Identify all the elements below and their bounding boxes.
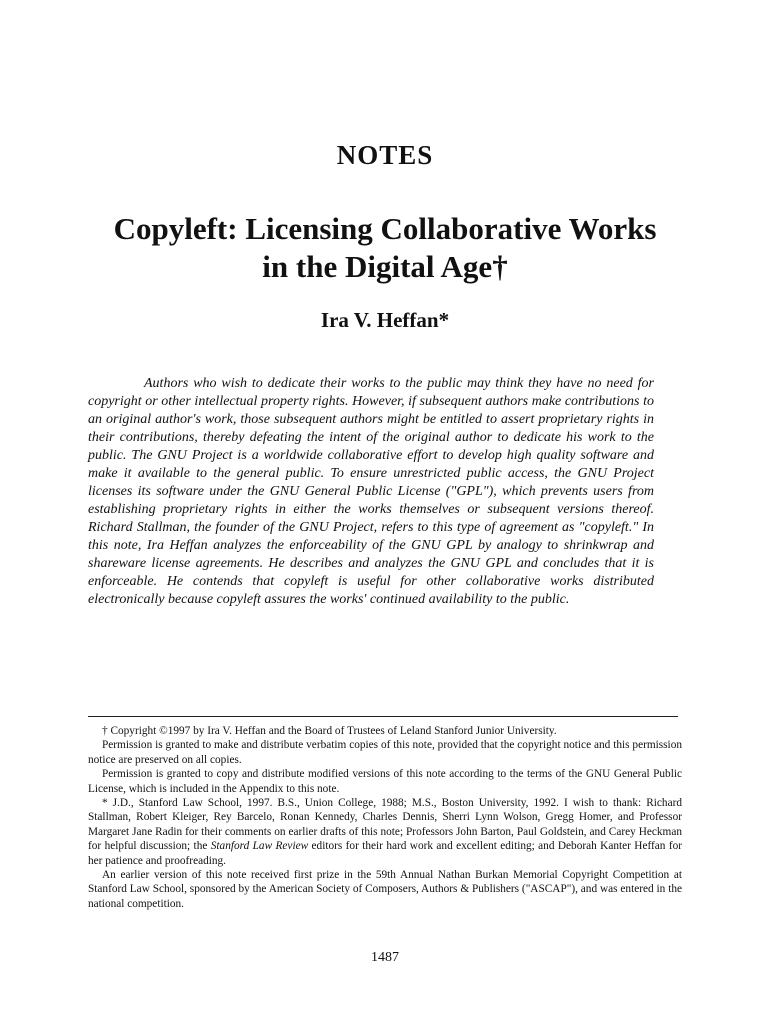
footnote-author-note (88, 796, 682, 868)
author-note-text-1: * J.D., Stanford Law School, 1997. B.S., Union College, 1988; M.S., Boston University, 1992. I wish to thank: Richard Stallman, Robert Kleiger, Rey Barcelo, Ronan Kennedy, Charles Dennis, Sherri Lynn Wolson, Gregg Homer, and Professor Margaret Jane Radin for their comments on earlier drafts of this note; Professors John Barton, Paul Goldstein, and Carey Heckman for helpful discussion; the (88, 797, 682, 853)
footnote-copyright: † Copyright ©1997 by Ira V. Heffan and the Board of Trustees of Leland Stanford Junior University. (102, 725, 557, 737)
author-note-text-2: editors for their hard work and excellent editing; and Deborah Kanter Heffan for her patience and proofreading. (88, 840, 683, 867)
journal-name: Stanford Law Review (210, 840, 309, 853)
article-title (60, 210, 710, 286)
footnote-divider (88, 716, 678, 717)
author-name: Ira V. Heffan* (320, 308, 450, 332)
footnote-prize-note: An earlier version of this note received first prize in the 59th Annual Nathan Burkan Memorial Copyright Competition at Stanford Law School, sponsored by the American Society of Composers, Authors & Publishers ("ASCAP"), and was entered in the national competition. (88, 869, 682, 910)
page-number: 1487 (371, 950, 399, 965)
footnotes (88, 724, 682, 911)
abstract: Authors who wish to dedicate their works to the public may think they have no need for copyright or other intellectual property rights. However, if subsequent authors make contributions to an original author's work, those subsequent authors might be entitled to assert proprietary rights in their contributions, thereby defeating the intent of the original author to dedicate his work to the public. The GNU Project is a worldwide collaborative effort to develop high quality software and make it available to the general public. To ensure unrestricted public access, the GNU Project licenses its software under the GNU General Public License ("GPL"), which prevents users from establishing proprietary rights in either the works themselves or subsequent versions thereof. Richard Stallman, the founder of the GNU Project, refers to this type of agreement as "copyleft." In this note, Ira Heffan analyzes the enforceability of the GNU GPL by analogy to shrinkwrap and shareware license agreements. He describes and analyzes the GNU GPL and concludes that it is enforceable. He contends that copyleft is useful for other collaborative works distributed electronically because copyleft assures the works' continued availability to the public. (88, 376, 654, 607)
article-title-line-2: in the Digital Age† (262, 249, 508, 284)
footnote-permission-modified: Permission is granted to copy and distribute modified versions of this note according to the terms of the GNU General Public License, which is included in the Appendix to this note. (88, 768, 682, 795)
footnote-permission-verbatim: Permission is granted to make and distribute verbatim copies of this note, provided that the copyright notice and this permission notice are preserved on all copies. (88, 739, 682, 766)
article-title-line-1: Copyleft: Licensing Collaborative Works (113, 211, 657, 246)
section-heading: NOTES (336, 140, 434, 170)
